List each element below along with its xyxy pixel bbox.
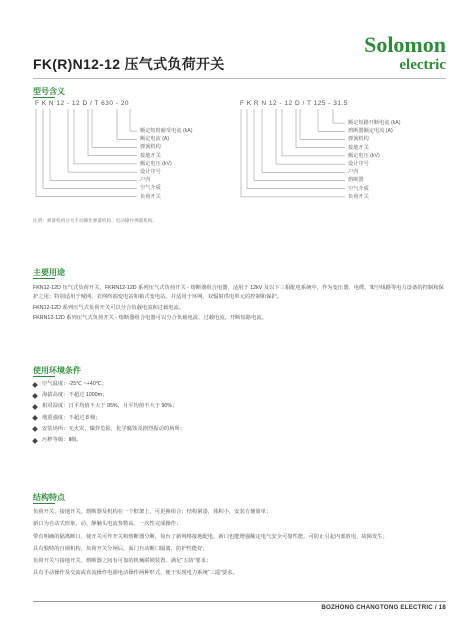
legend-item: 弹簧机构: [348, 136, 369, 143]
list-item: [33, 435, 185, 446]
structure-section-underline: [33, 503, 55, 504]
right-model-legend: [348, 119, 400, 201]
brand-subtitle: electric: [399, 57, 446, 73]
legend-item: 额定电压 (kV): [348, 152, 380, 159]
list-item: [33, 413, 185, 424]
diamond-bullet-icon: [32, 415, 38, 421]
environment-list: [33, 379, 185, 446]
usage-section-underline: [33, 278, 55, 279]
legend-item: 熔断器额定电流 (A): [348, 128, 393, 135]
legend-item: 设计序号: [140, 168, 161, 175]
page-title: FK(R)N12-12 压气式负荷开关: [33, 56, 225, 72]
structure-paragraphs: [33, 507, 444, 580]
right-model-code: F K R N 12 - 12 D / T 125 - 31.5: [240, 100, 348, 107]
list-item-text: 海拔高度：不超过 1000m；: [42, 392, 108, 399]
list-item-text: 污秽等级：Ⅱ级。: [42, 437, 82, 444]
legend-item: 负荷开关: [140, 193, 161, 200]
list-item: [33, 379, 185, 390]
list-item: [33, 424, 185, 435]
legend-item: 空气介质: [140, 185, 161, 192]
paragraph: 具有独特的自锁机构，负荷开关分闸后，面门自动断口隔离，防护性能好；: [33, 545, 208, 552]
diamond-bullet-icon: [32, 438, 38, 444]
model-section-title: 型号含义: [33, 87, 65, 96]
legend-item: 户内: [140, 177, 151, 184]
diamond-bullet-icon: [32, 393, 38, 399]
paragraph: FKN12-12D 压气式负荷开关、FKRN12-12D 系列压气式负荷开关 - 熔断器组合电器，适用于 12kV 及以下三相配电系统中，作为变压器、电缆、架空线路等电力设备的控制和保护之用；特别适用于城网、农网终端变电站和箱式变电站。并适用于环网、双辐射供电单元的控制和保护。: [33, 285, 444, 301]
paragraph: 负荷开关与接地开关、熔断器之间有可靠的机械联锁装置，满足“五防”要求；: [33, 558, 212, 565]
paragraph: FKRN12-12D 系列压气式负荷开关 - 熔断器组合电器可以分合负载电流，过载电流，开断短路电流。: [33, 314, 267, 321]
legend-item: 户内: [348, 169, 359, 176]
structure-section-title: 结构特点: [33, 493, 65, 502]
paragraph: 新口为自动式形象，动、静触头电流参数高，一次性完成操作；: [33, 521, 182, 528]
list-item-text: 安装场所：无火灾、爆炸危险，化学腐蚀及剧烈振动的场所；: [42, 425, 186, 432]
environment-section-title: 使用环境条件: [33, 366, 81, 375]
brand-name: Solomon: [364, 32, 446, 57]
paragraph: FKN12-12D 系列压气式负荷开关可以分合负载电流和过载电流。: [33, 304, 185, 311]
paragraph: 负荷开关、接地开关、熔断器及机构在一个框架上，可更换组合；结构紧凑，体积小，安装方便简单；: [33, 509, 272, 515]
usage-section-title: 主要用途: [33, 268, 65, 277]
legend-item: 额定短路开断电流 (kA): [348, 120, 401, 126]
list-item-text: 空气温度：-25℃ ~+40℃；: [42, 381, 107, 387]
paragraph: 具有手动操作及交流或直流操作电源电动操作两种形式，便于实现电力系统“三遥”要求。: [33, 570, 238, 577]
diamond-bullet-icon: [32, 404, 38, 410]
footer-text: BOZHONG CHANGTONG ELECTRIC / 18: [321, 604, 446, 611]
footer-divider: [33, 601, 446, 602]
legend-item: 负荷开关: [348, 193, 369, 200]
paragraph: 带有明确的隔离断口，使开关可作开关和熔断器分断，每台了新网络接地配电，新口也能增强额定电气安全可靠性能，可防止引起内部放电、故障发生；: [33, 533, 388, 540]
legend-item: 设计序号: [348, 160, 369, 167]
legend-item: 弹簧机构: [140, 144, 161, 151]
usage-paragraphs: [33, 284, 444, 323]
diamond-bullet-icon: [32, 427, 38, 433]
list-item-text: 地震强度：不超过 8 级；: [42, 414, 101, 421]
list-item-text: 相对湿度：日平均值不大于 95%，月平均值不大于 90%；: [42, 403, 178, 410]
left-model-legend: [140, 127, 192, 201]
legend-item: 额定电流 (A): [140, 136, 170, 143]
list-item: [33, 401, 185, 412]
legend-item: 额定短时耐受电流 (kA): [140, 128, 193, 134]
legend-item: 熔断器: [348, 177, 364, 184]
diamond-bullet-icon: [32, 382, 38, 388]
legend-item: 接地开关: [140, 152, 161, 159]
model-note: 注明：弹簧机构分为手动操作弹簧机构、电动操作弹簧机构。: [33, 218, 158, 223]
environment-section-underline: [33, 376, 55, 377]
list-item: [33, 390, 185, 401]
legend-item: 接地开关: [348, 144, 369, 151]
legend-item: 额定电压 (kV): [140, 160, 172, 167]
legend-item: 空气介质: [348, 185, 369, 192]
left-model-code: F K N 12 - 12 D / T 630 - 20: [35, 100, 129, 107]
